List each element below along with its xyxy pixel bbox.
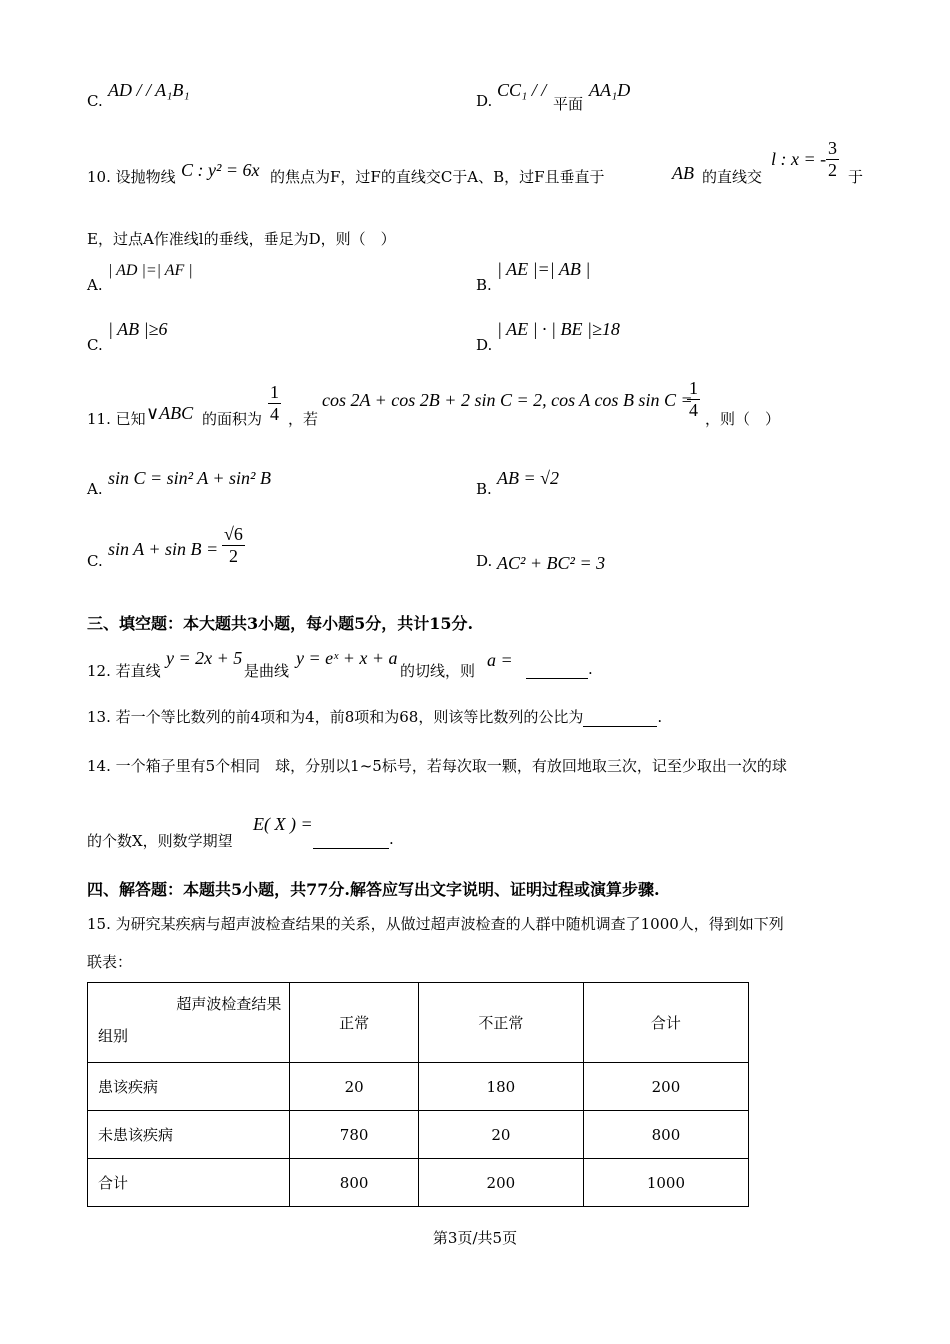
q10-stem-a: 10. 设抛物线 (87, 168, 176, 186)
q11-option-b-label: B. (476, 480, 492, 498)
q10-option-b-expr: | AE |=| AB | (497, 259, 591, 279)
header-normal: 正常 (290, 983, 419, 1063)
q11-option-c-label: C. (87, 552, 103, 570)
table-corner-cell (88, 983, 290, 1063)
q10-curve: C : y² = 6x (181, 160, 260, 180)
q10-stem-b: 的焦点为F，过F的直线交C于A、B，过F且垂直于 (270, 168, 605, 186)
q10-option-d-expr: | AE | · | BE |≥18 (497, 319, 620, 339)
q14-line1: 14. 一个箱子里有5个相同 球，分别以1~5标号，若每次取一颗，有放回地取三次，记至少取出一次的球 (87, 757, 787, 775)
q14-line2: 的个数X，则数学期望 (87, 832, 233, 850)
q11-option-d-expr: AC² + BC² = 3 (497, 553, 606, 573)
q11-stem-b: 的面积为 (202, 410, 263, 428)
q11-option-d-label: D. (476, 552, 493, 570)
table-cell: 20 (418, 1111, 583, 1159)
row-label: 患该疾病 (88, 1063, 290, 1111)
table-cell: 780 (290, 1111, 419, 1159)
q12-var: a = (487, 650, 513, 670)
q10-stem-line2: E，过点A作准线l的垂线，垂足为D，则（ ） (87, 230, 396, 248)
q9-option-d-expr-b: AA₁D (589, 80, 631, 100)
q10-line-l: l : x = - (771, 149, 827, 169)
page-footer: 第3页/共5页 (432, 1229, 518, 1247)
table-cell: 20 (290, 1063, 419, 1111)
q14-expectation: E( X ) = (253, 814, 313, 834)
table-row (88, 1063, 749, 1111)
q12-answer-blank[interactable]: . (526, 660, 593, 679)
q15-line2: 联表： (87, 953, 133, 971)
corner-top-label: 超声波检查结果 (176, 995, 282, 1013)
q11-option-b-expr: AB = √2 (497, 468, 560, 488)
q11-area-fraction: $\frac{1}{4}$ (270, 382, 279, 424)
q9-option-c-expr: AD / / A₁B₁ (108, 80, 190, 100)
table-cell: 200 (583, 1063, 748, 1111)
table-cell: 800 (290, 1159, 419, 1207)
table-cell: 180 (418, 1063, 583, 1111)
q10-option-d-label: D. (476, 336, 493, 354)
q10-option-a-label: A. (87, 276, 103, 294)
corner-bottom-label: 组别 (98, 1027, 129, 1045)
q11-stem-d: ，则（ ） (705, 410, 781, 428)
q10-option-b-label: B. (476, 276, 492, 294)
q11-cond-fraction: $\frac{1}{4}$ (689, 378, 698, 420)
table-header-row (88, 983, 749, 1063)
table-cell: 1000 (583, 1159, 748, 1207)
section3-heading: 三、填空题：本大题共3小题，每小题5分，共计15分. (87, 614, 474, 633)
q11-condition: cos 2A + cos 2B + 2 sin C = 2, cos A cos B sin C = (322, 390, 693, 410)
header-abnormal: 不正常 (418, 983, 583, 1063)
q11-triangle: ∨ABC (146, 403, 194, 423)
q10-stem-d: 于 (848, 168, 864, 186)
q12-line: y = 2x + 5 (166, 648, 243, 668)
q14-answer-blank[interactable]: . (313, 830, 394, 849)
q11-option-a-expr: sin C = sin² A + sin² B (108, 468, 271, 488)
q12-text-c: 的切线，则 (400, 662, 476, 680)
header-total: 合计 (583, 983, 748, 1063)
q12-text-a: 12. 若直线 (87, 662, 161, 680)
table-cell: 800 (583, 1111, 748, 1159)
q12-text-b: 是曲线 (244, 662, 290, 680)
q10-option-a-expr: | AD |=| AF | (108, 262, 193, 279)
q9-option-d-expr-a: CC₁ / / (497, 80, 547, 100)
q11-option-a-label: A. (87, 480, 103, 498)
q13-text: 13. 若一个等比数列的前4项和为4，前8项和为68，则该等比数列的公比为 . (87, 708, 663, 726)
q11-stem-a: 11. 已知 (87, 410, 146, 428)
row-label: 未患该疾病 (88, 1111, 290, 1159)
q9-option-c: C. (87, 92, 103, 110)
section4-heading: 四、解答题：本题共5小题，共77分.解答应写出文字说明、证明过程或演算步骤. (87, 880, 660, 899)
table-row (88, 1159, 749, 1207)
table-cell: 200 (418, 1159, 583, 1207)
q11-option-c-expr: sin A + sin B = (108, 539, 219, 559)
q10-option-c-expr: | AB |≥6 (108, 319, 168, 339)
row-label: 合计 (88, 1159, 290, 1207)
q12-curve: y = eˣ + x + a (296, 648, 398, 668)
q9-option-d-plane: 平面 (553, 95, 584, 113)
q10-ab: AB (672, 163, 694, 183)
q10-option-c-label: C. (87, 336, 103, 354)
contingency-table (87, 982, 749, 1207)
q10-stem-c: 的直线交 (702, 168, 763, 186)
q11-stem-c: ，若 (288, 410, 319, 428)
q10-fraction: $\frac{3}{2}$ (828, 138, 837, 180)
q11-option-c-fraction: $\frac{√6}{2}$ (224, 524, 243, 566)
q13-answer-blank[interactable] (583, 708, 657, 727)
table-row (88, 1111, 749, 1159)
q15-line1: 15. 为研究某疾病与超声波检查结果的关系，从做过超声波检查的人群中随机调查了1000人，得到如下列 (87, 915, 784, 933)
q9-option-d: D. (476, 92, 493, 110)
